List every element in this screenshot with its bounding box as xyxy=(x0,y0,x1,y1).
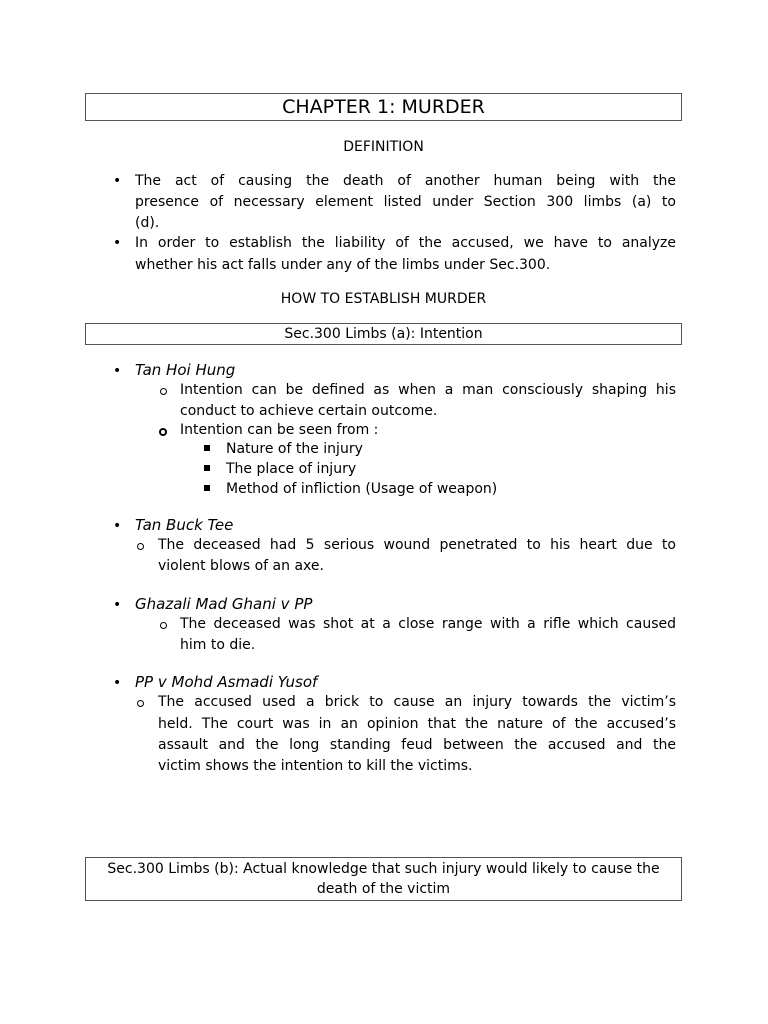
bullet-dot: • xyxy=(113,518,122,534)
case-name: Tan Hoi Hung xyxy=(135,361,236,379)
establish-heading: HOW TO ESTABLISH MURDER xyxy=(280,291,487,307)
definition-heading: DEFINITION xyxy=(343,139,424,155)
sub-point: Nature of the injury xyxy=(226,441,363,457)
definition-2-line-2: whether his act falls under any of the limbs under Sec.300. xyxy=(135,257,551,273)
bullet-dot: • xyxy=(113,597,122,613)
circle-bullet-icon xyxy=(137,543,144,550)
case-point-line: conduct to achieve certain outcome. xyxy=(180,403,438,419)
circle-bullet-icon xyxy=(159,428,167,436)
limb-b-box: Sec.300 Limbs (b): Actual knowledge that such injury would likely to cause the death of the victim xyxy=(85,857,682,901)
case-point-line: The accused used a brick to cause an injury towards the victim’s xyxy=(158,694,676,710)
circle-bullet-icon xyxy=(160,622,167,629)
definition-1-line-2: presence of necessary element listed under Section 300 limbs (a) to xyxy=(135,194,676,210)
case-point-line: violent blows of an axe. xyxy=(158,558,324,574)
chapter-title: CHAPTER 1: MURDER xyxy=(85,93,682,121)
limb-a-box: Sec.300 Limbs (a): Intention xyxy=(85,323,682,345)
square-bullet-icon xyxy=(204,465,210,471)
bullet-dot: • xyxy=(113,363,122,379)
circle-bullet-icon xyxy=(137,700,144,707)
definition-2-line-1: In order to establish the liability of the accused, we have to analyze xyxy=(135,235,676,251)
circle-bullet-icon xyxy=(160,388,167,395)
case-point-line: The deceased was shot at a close range with a rifle which caused xyxy=(180,616,676,632)
sub-point: The place of injury xyxy=(226,461,357,477)
case-name: Ghazali Mad Ghani v PP xyxy=(135,595,313,613)
case-point-line: Intention can be defined as when a man consciously shaping his xyxy=(180,382,676,398)
sub-point: Method of infliction (Usage of weapon) xyxy=(226,481,498,497)
square-bullet-icon xyxy=(204,445,210,451)
case-point-line: victim shows the intention to kill the victims. xyxy=(158,758,473,774)
case-point-line: Intention can be seen from : xyxy=(180,422,379,438)
case-point-line: him to die. xyxy=(180,637,256,653)
case-name: Tan Buck Tee xyxy=(135,516,234,534)
bullet-dot: • xyxy=(113,235,122,251)
case-point-line: assault and the long standing feud between the accused and the xyxy=(158,737,676,753)
definition-1-line-3: (d). xyxy=(135,215,160,231)
case-point-line: held. The court was in an opinion that the nature of the accused’s xyxy=(158,716,676,732)
bullet-dot: • xyxy=(113,173,122,189)
case-point-line: The deceased had 5 serious wound penetrated to his heart due to xyxy=(158,537,676,553)
case-name: PP v Mohd Asmadi Yusof xyxy=(135,673,318,691)
bullet-dot: • xyxy=(113,675,122,691)
square-bullet-icon xyxy=(204,485,210,491)
definition-1-line-1: The act of causing the death of another human being with the xyxy=(135,173,676,189)
